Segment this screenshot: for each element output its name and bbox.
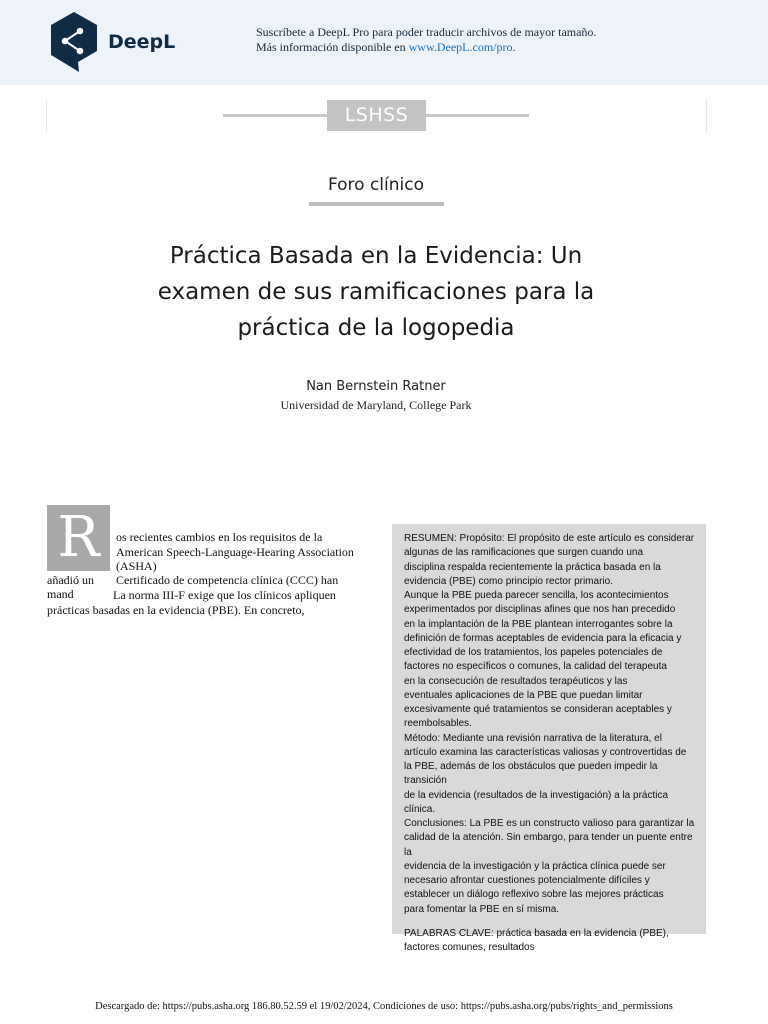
body-line: La norma III-F exige que los clínicos apliquen	[113, 588, 336, 602]
section-underline	[309, 202, 444, 206]
abstract-line: disciplina respalda recientemente la práctica basada en la	[404, 561, 661, 573]
body-line: prácticas basadas en la evidencia (PBE). En concreto,	[47, 603, 305, 617]
body-line: añadió un	[47, 573, 94, 587]
abstract-line: algunas de las ramificaciones que surgen cuando una	[404, 547, 644, 559]
deepl-logo-text: DeepL	[108, 31, 176, 53]
author-affiliation: Universidad de Maryland, College Park	[280, 398, 472, 412]
abstract-line: Conclusiones: La PBE es un constructo valioso para garantizar la	[404, 818, 695, 829]
banner-line-2	[256, 40, 596, 55]
banner-line-2-text: Más información disponible en	[256, 40, 409, 54]
abstract-line: de la evidencia (resultados de la investigación) a la práctica	[404, 789, 669, 801]
abstract-line: calidad de la atención. Sin embargo, para tender un puente entre la	[404, 832, 693, 858]
abstract-line: experimentados por disciplinas afines que nos han precedido	[404, 604, 676, 616]
abstract-line: la PBE, además de los obstáculos que pueden impedir la transición	[404, 761, 658, 787]
body-line: American Speech-Language-Hearing Association	[116, 545, 354, 559]
abstract-box	[392, 524, 706, 953]
deepl-banner	[0, 0, 768, 85]
abstract-line: evidencia (PBE) como principio rector primario.	[404, 575, 613, 587]
abstract-line: clínica.	[404, 803, 436, 815]
abstract-line: efectividad de los tratamientos, los papeles potenciales de	[404, 647, 663, 658]
banner-message	[256, 25, 596, 55]
abstract-line: definición de formas aceptables de evidencia para la eficacia y	[404, 632, 682, 644]
author-name: Nan Bernstein Ratner	[306, 379, 446, 394]
banner-line-1: Suscríbete a DeepL Pro para poder traducir archivos de mayor tamaño.	[256, 25, 597, 39]
body-line: mand	[47, 587, 74, 601]
deepl-logo[interactable]	[48, 10, 175, 74]
abstract-line: excesivamente qué tratamientos se consideran aceptables y	[404, 704, 672, 715]
abstract-line: evidencia de la investigación y la práctica clínica puede ser	[404, 860, 666, 872]
abstract-line: artículo examina las características valiosas y controvertidas de	[404, 746, 687, 758]
page-edge-right	[706, 100, 707, 132]
article-title	[140, 238, 612, 346]
journal-badge: LSHSS	[327, 100, 426, 131]
abstract-line: factores no específicos o comunes, la calidad del terapeuta	[404, 661, 667, 673]
abstract-line: reembolsables.	[404, 718, 472, 730]
body-line: os recientes cambios en los requisitos de la	[116, 530, 323, 544]
abstract-line: para fomentar la PBE en sí misma.	[404, 903, 560, 915]
abstract-line: en la implantación de la PBE plantean interrogantes sobre la	[404, 618, 673, 630]
keywords-line: PALABRAS CLAVE: práctica basada en la evidencia (PBE),	[404, 927, 669, 939]
abstract-line: eventuales aplicaciones de la PBE que puedan limitar	[404, 689, 643, 701]
page-edge-left	[46, 100, 47, 132]
title-line: Práctica Basada en la Evidencia: Un	[169, 243, 583, 269]
abstract-line: RESUMEN: Propósito: El propósito de este artículo es considerar	[404, 533, 695, 544]
abstract-line: en la consecución de resultados terapéuticos y las	[404, 675, 628, 687]
body-line: Certificado de competencia clínica (CCC) han	[116, 573, 339, 587]
banner-line-2-suffix: .	[512, 40, 516, 54]
abstract-line: Método: Mediante una revisión narrativa de la literatura, el	[404, 732, 662, 744]
keywords-line: factores comunes, resultados	[404, 942, 535, 953]
download-footer: Descargado de: https://pubs.asha.org 186.80.52.59 el 19/02/2024, Condiciones de uso: https://pubs.asha.org/pubs/rights_and_permissions	[95, 1001, 673, 1012]
title-line: examen de sus ramificaciones para la	[157, 279, 595, 305]
body-line: (ASHA)	[116, 559, 157, 573]
section-label: Foro clínico	[327, 175, 425, 195]
abstract-line: necesario afrontar cuestiones potencialmente difíciles y	[404, 875, 650, 886]
drop-cap: R	[47, 505, 110, 571]
deepl-pro-link[interactable]: www.DeepL.com/pro	[408, 40, 513, 54]
abstract-line: establecer un diálogo reflexivo sobre las mejores prácticas	[404, 889, 664, 901]
title-line: práctica de la logopedia	[237, 315, 515, 341]
abstract-spacer	[404, 917, 695, 927]
abstract-line: Aunque la PBE pueda parecer sencilla, los acontecimientos	[404, 590, 669, 601]
deepl-logo-icon	[48, 10, 100, 74]
